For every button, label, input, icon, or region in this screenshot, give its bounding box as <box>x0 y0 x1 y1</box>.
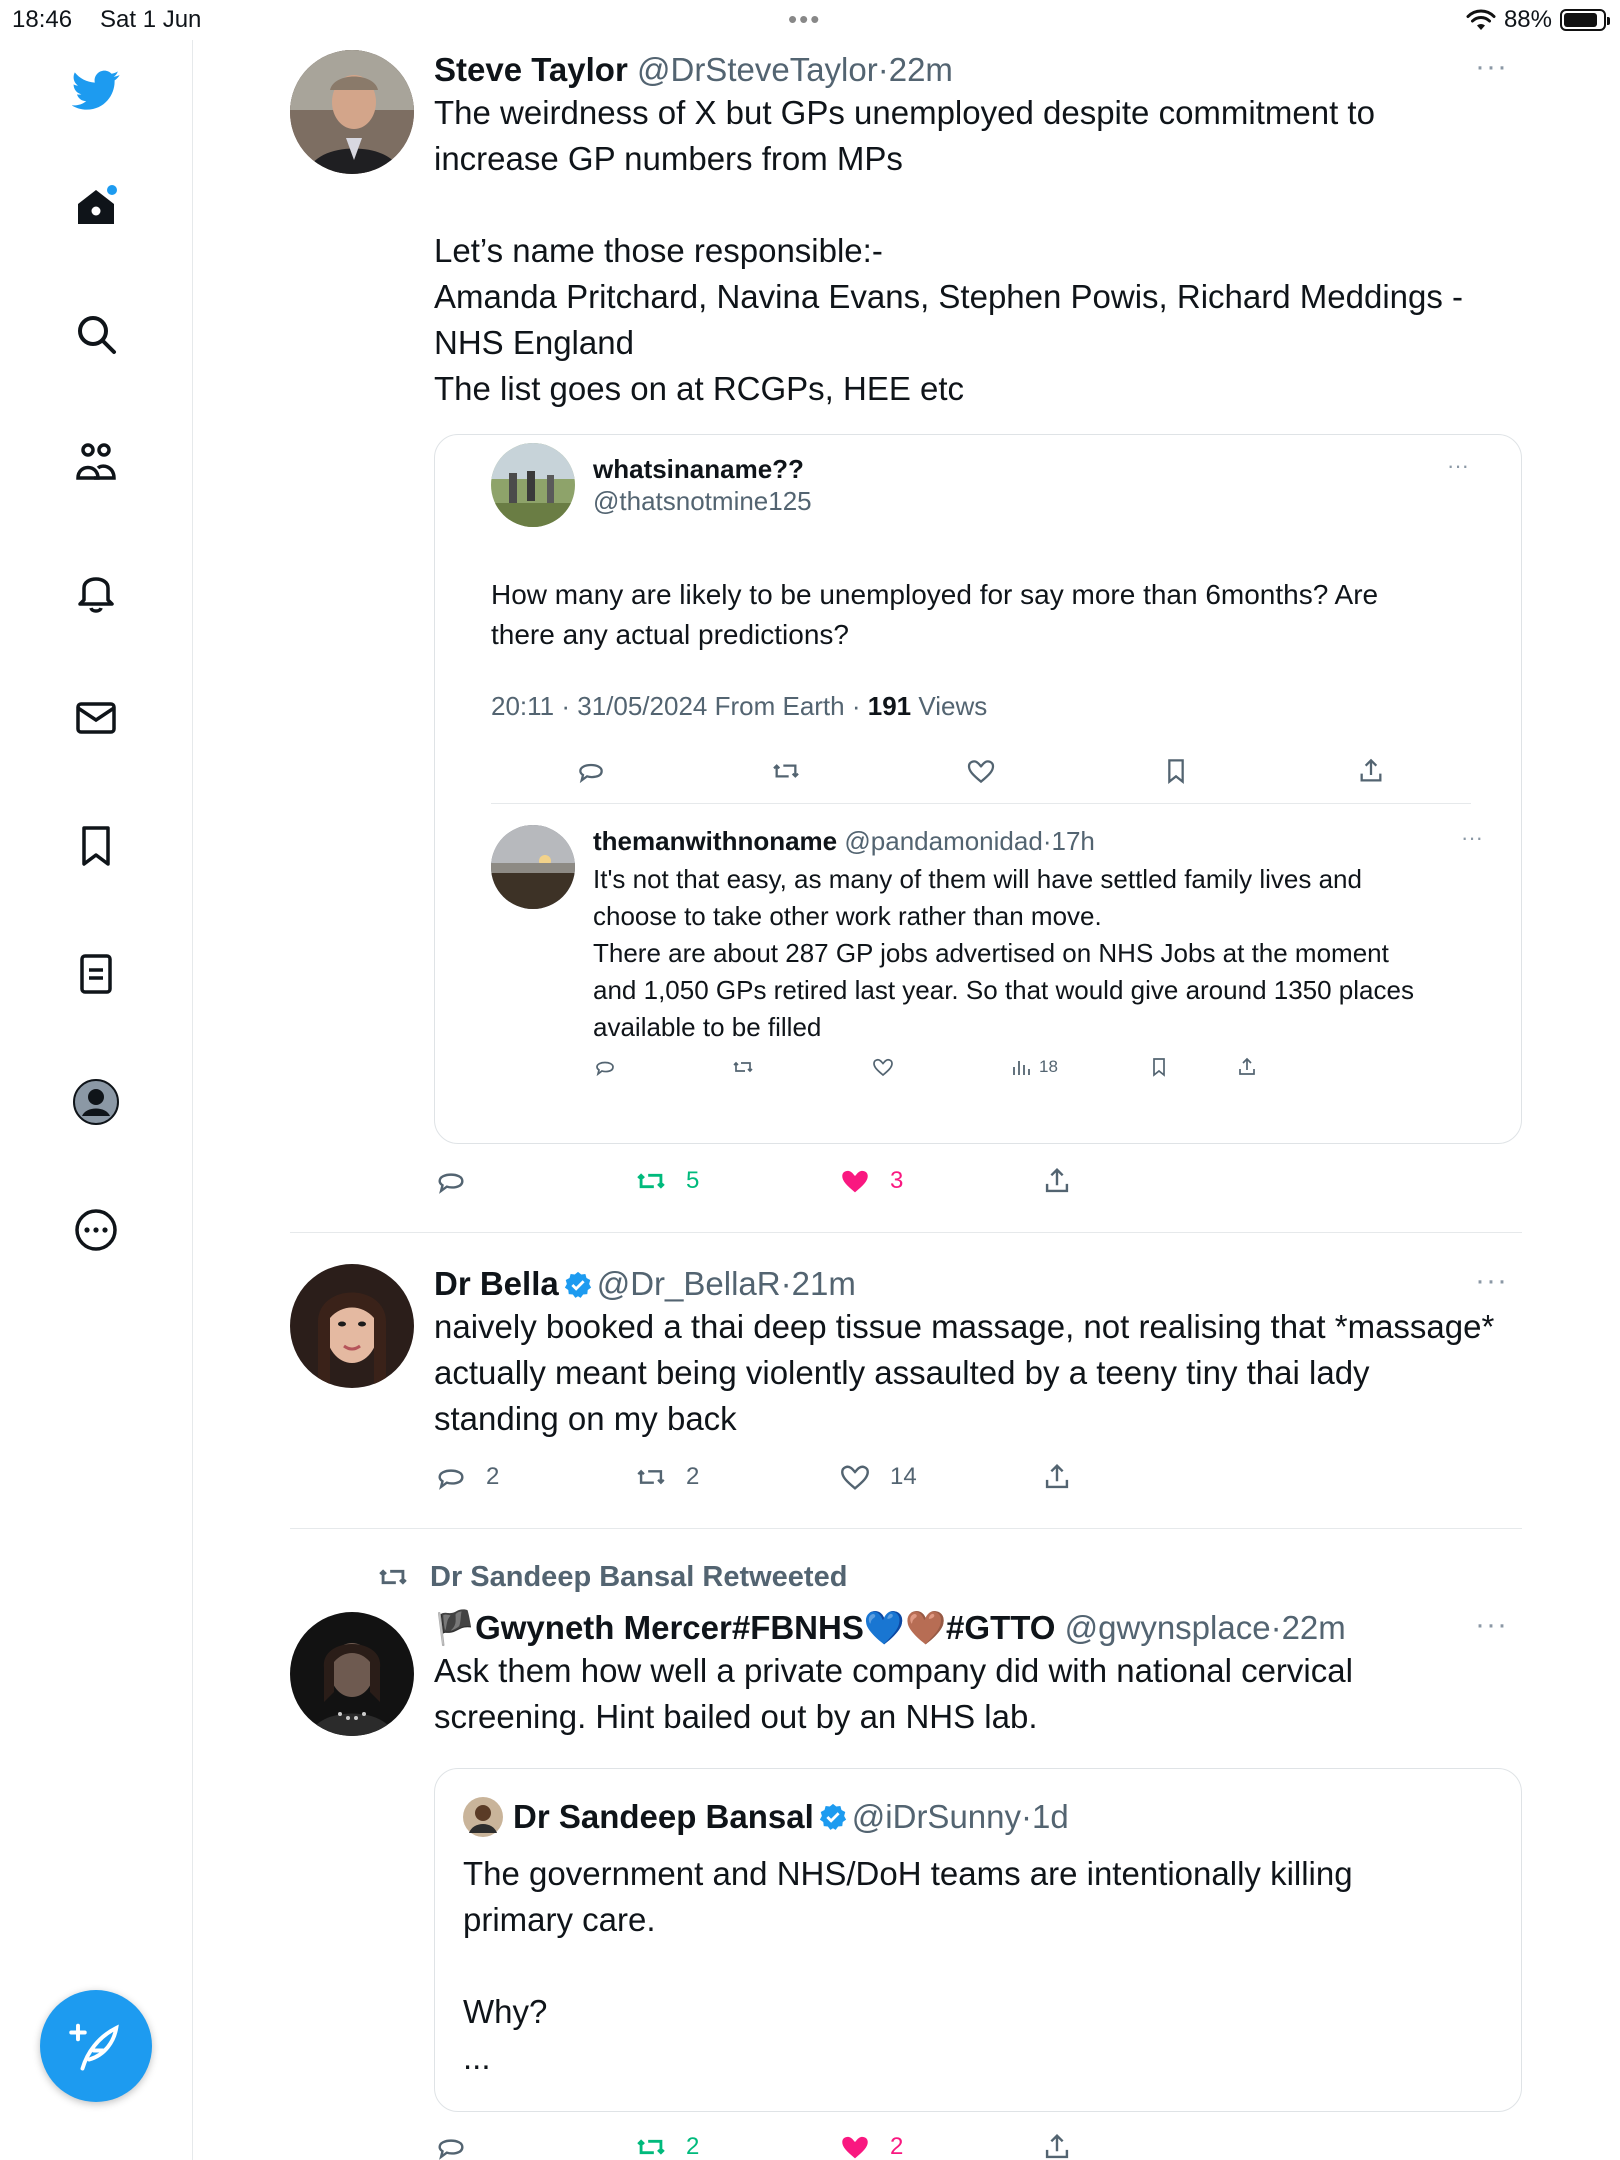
avatar[interactable] <box>290 50 414 174</box>
reply-like-button[interactable] <box>871 1055 895 1079</box>
retweet-count: 2 <box>686 2133 700 2160</box>
more-icon[interactable] <box>70 1204 122 1256</box>
quote-timestamp: 20:11 · 31/05/2024 From Earth · <box>491 691 861 721</box>
verified-badge-icon <box>818 1802 848 1832</box>
tweet-actions <box>434 1164 1134 1204</box>
quote-author-handle[interactable]: @thatsnotmine125 <box>593 486 812 516</box>
retweet-button[interactable] <box>634 1164 699 1198</box>
reply-body <box>593 825 1483 1046</box>
brown-heart-emoji: 🤎 <box>904 1609 947 1646</box>
reply-reply-button[interactable] <box>593 1055 617 1079</box>
share-icon <box>1040 2130 1074 2160</box>
reply-author-name[interactable]: themanwithnoname <box>593 826 838 856</box>
reply-header <box>593 825 1473 857</box>
sidebar <box>0 40 193 2160</box>
reply-retweet-button[interactable] <box>731 1055 755 1079</box>
compose-button[interactable] <box>40 1990 152 2102</box>
avatar[interactable] <box>290 1264 414 1388</box>
compose-feather-icon <box>69 2019 123 2073</box>
notifications-icon[interactable] <box>70 564 122 616</box>
retweet-button[interactable] <box>634 2130 699 2160</box>
like-button[interactable] <box>838 1460 917 1494</box>
quote-header <box>463 1797 1069 1837</box>
retweet-button[interactable] <box>634 1460 699 1494</box>
tweet-more-icon[interactable]: ··· <box>1475 50 1508 83</box>
like-icon[interactable] <box>965 755 997 787</box>
reply-more-icon[interactable]: ··· <box>1461 825 1483 850</box>
avatar-photo <box>290 1264 414 1388</box>
separator: · <box>1042 826 1052 856</box>
retweet-icon <box>731 1055 755 1079</box>
retweeted-by-text: Dr Sandeep Bansal Retweeted <box>430 1560 848 1593</box>
tweet-time[interactable]: 21m <box>791 1265 856 1302</box>
retweet-count: 5 <box>686 1167 700 1194</box>
tweet-actions <box>434 1460 1134 1500</box>
quote-avatar[interactable] <box>491 443 575 527</box>
quote-avatar-photo <box>491 443 575 527</box>
avatar[interactable] <box>290 1612 414 1736</box>
quote-author-name[interactable]: whatsinaname?? <box>593 454 804 484</box>
tweet[interactable] <box>290 50 1522 1230</box>
reply-count: 2 <box>486 1463 500 1490</box>
views-icon <box>1009 1055 1033 1079</box>
like-count: 3 <box>890 1167 904 1194</box>
quote-views-label: Views <box>918 691 988 721</box>
reply-avatar[interactable] <box>491 825 575 909</box>
tweet-text: The weirdness of X but GPs unemployed despite commitment to increase GP numbers from MPs Let’s name those responsible:- Amanda Pritchard, Navina Evans, Stephen Powis, Richard Meddings - NHS England The list goes on at RCGPs, HEE etc <box>434 94 1464 407</box>
messages-icon[interactable] <box>70 692 122 744</box>
verified-badge-icon <box>563 1270 593 1300</box>
quote-avatar[interactable] <box>463 1797 503 1837</box>
reply-avatar-photo <box>491 825 575 909</box>
like-icon <box>838 1460 872 1494</box>
reply-icon[interactable] <box>575 755 607 787</box>
blue-heart-emoji: 💙 <box>863 1609 905 1646</box>
retweet-indicator-icon <box>374 1560 412 1594</box>
communities-icon[interactable] <box>70 436 122 488</box>
lists-icon[interactable] <box>70 948 122 1000</box>
tweet-more-icon[interactable]: ··· <box>1475 1608 1508 1641</box>
like-count: 14 <box>890 1463 917 1490</box>
tweet-header <box>434 1264 1522 1304</box>
avatar-photo <box>290 50 414 174</box>
reply-author-handle[interactable]: @pandamonidad <box>844 826 1043 856</box>
status-right <box>1466 6 1606 34</box>
tweet[interactable] <box>290 1264 1522 1504</box>
share-icon <box>1235 1055 1259 1079</box>
share-icon[interactable] <box>1355 755 1387 787</box>
reply-time[interactable]: 17h <box>1051 826 1095 856</box>
liked-heart-icon <box>838 2130 872 2160</box>
retweet-icon <box>634 2130 668 2160</box>
quoted-tweet-card[interactable] <box>434 1768 1522 2112</box>
retweet-icon <box>634 1164 668 1198</box>
bookmark-icon[interactable] <box>1160 755 1192 787</box>
retweet-icon[interactable] <box>770 755 802 787</box>
tweet-divider <box>290 1528 1522 1529</box>
retweet-icon <box>634 1460 668 1494</box>
quote-divider <box>491 803 1471 804</box>
tweet-time[interactable]: 22m <box>888 51 953 88</box>
reply-icon <box>593 1055 617 1079</box>
quote-author <box>593 453 812 517</box>
reply-text: It's not that easy, as many of them will have settled family lives and choose to take other work rather than move. There are about 287 GP jobs advertised on NHS Jobs at the moment and 1,050 GPs retired last year. So that would give around 1350 places available to be filled <box>593 864 1414 1042</box>
bookmarks-icon[interactable] <box>70 820 122 872</box>
status-time: 18:46 <box>12 6 73 33</box>
reply-icon <box>434 1164 468 1198</box>
author-handle[interactable]: @DrSteveTaylor <box>636 51 878 88</box>
author-name[interactable]: Dr Bella <box>434 1265 559 1302</box>
tweet-divider <box>290 1232 1522 1233</box>
author-handle[interactable]: @Dr_BellaR <box>596 1265 781 1302</box>
like-icon <box>871 1055 895 1079</box>
bookmark-icon <box>1147 1055 1171 1079</box>
share-button[interactable] <box>1040 1460 1074 1494</box>
quote-text: The government and NHS/DoH teams are intentionally killing primary care. Why? ... <box>463 1855 1353 2076</box>
retweeted-by[interactable] <box>374 1560 847 1594</box>
tweet-time[interactable]: 22m <box>1281 1609 1346 1646</box>
share-icon <box>1040 1460 1074 1494</box>
like-button[interactable] <box>838 2130 903 2160</box>
author-name[interactable]: Gwyneth Mercer#FBNHS <box>475 1609 864 1646</box>
profile-icon[interactable] <box>70 1076 122 1128</box>
flag-wales-emoji: 🏴 <box>434 1609 476 1646</box>
tweet-more-icon[interactable]: ··· <box>1475 1264 1508 1297</box>
share-button[interactable] <box>1040 1164 1074 1198</box>
separator: · <box>877 51 889 88</box>
share-button[interactable] <box>1040 2130 1074 2160</box>
home-icon[interactable] <box>70 180 122 232</box>
wifi-icon <box>1466 8 1496 32</box>
reply-bookmark-button[interactable] <box>1147 1055 1171 1079</box>
tweet-header <box>434 50 1522 90</box>
author-name[interactable]: Steve Taylor <box>434 51 628 88</box>
author-handle[interactable]: @gwynsplace <box>1064 1609 1271 1646</box>
tweet-text: Ask them how well a private company did with national cervical screening. Hint bailed out by an NHS lab. <box>434 1652 1353 1735</box>
quote-author-name[interactable]: Dr Sandeep Bansal <box>513 1798 814 1835</box>
separator: · <box>780 1265 792 1302</box>
battery-level <box>1564 13 1597 27</box>
status-date: Sat 1 Jun <box>100 6 202 33</box>
quote-author-handle[interactable]: @iDrSunny <box>851 1798 1022 1835</box>
separator: · <box>1021 1798 1033 1835</box>
quote-more-icon[interactable]: ··· <box>1447 453 1469 478</box>
reply-icon <box>434 2130 468 2160</box>
reply-icon <box>434 1460 468 1494</box>
avatar-photo <box>290 1612 414 1736</box>
search-icon[interactable] <box>70 308 122 360</box>
share-icon <box>1040 1164 1074 1198</box>
battery-icon <box>1560 9 1606 31</box>
reply-button[interactable] <box>434 2130 468 2160</box>
quote-views-count: 191 <box>867 691 912 721</box>
quote-text: How many are likely to be unemployed for say more than 6months? Are there any actual predictions? <box>491 579 1379 650</box>
twitter-bird-icon[interactable] <box>70 64 122 116</box>
retweet-count: 2 <box>686 1463 700 1490</box>
quote-meta <box>491 691 987 722</box>
quote-time[interactable]: 1d <box>1032 1798 1069 1835</box>
like-button[interactable] <box>838 1164 903 1198</box>
multitasking-dots[interactable]: ••• <box>788 4 822 34</box>
tweet-actions <box>434 2130 1134 2160</box>
separator: · <box>1270 1609 1282 1646</box>
like-count: 2 <box>890 2133 904 2160</box>
reply-views-count: 18 <box>1039 1057 1058 1076</box>
reply-share-button[interactable] <box>1235 1055 1259 1079</box>
battery-percent: 88% <box>1503 6 1552 33</box>
quoted-tweet-card[interactable] <box>434 434 1522 1144</box>
author-name-tail[interactable]: #GTTO <box>946 1609 1056 1646</box>
reply-views-button[interactable] <box>1009 1055 1058 1079</box>
liked-heart-icon <box>838 1164 872 1198</box>
tweet-text: naively booked a thai deep tissue massage, not realising that *massage* actually meant being violently assaulted by a teeny tiny thai lady standing on my back <box>434 1308 1495 1437</box>
status-bar <box>0 0 1620 40</box>
tweet-header <box>434 1608 1522 1648</box>
reply-button[interactable] <box>434 1460 499 1494</box>
reply-button[interactable] <box>434 1164 468 1198</box>
tweet[interactable] <box>290 1556 1522 2160</box>
